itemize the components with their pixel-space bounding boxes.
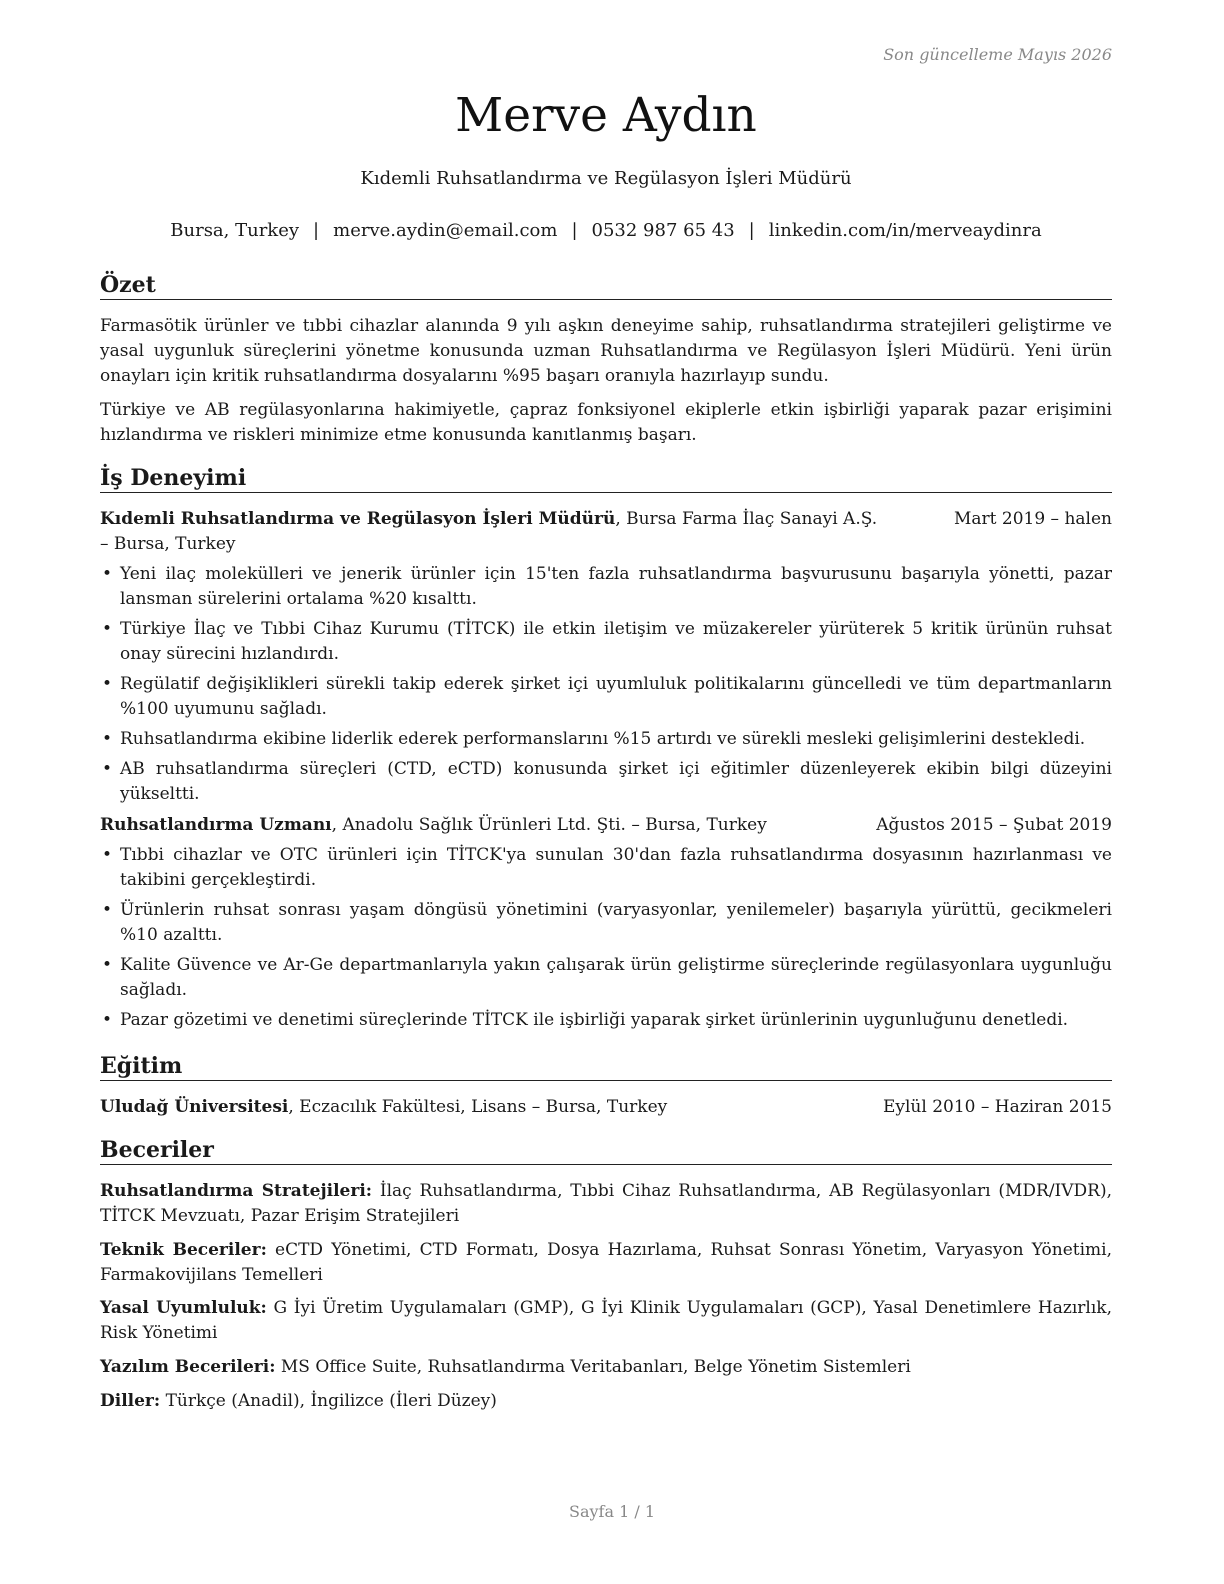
list-item: • Kalite Güvence ve Ar-Ge departmanlarıyla yakın çalışarak ürün geliştirme süreçlerinde regülasyonlara uygunluğu sağladı. — [100, 953, 1112, 1003]
list-item: • Yeni ilaç molekülleri ve jenerik ürünler için 15'ten fazla ruhsatlandırma başvurusunu başarıyla yönetti, pazar lansman sürelerini ortalama %20 kısalttı. — [100, 562, 1112, 612]
education-school: Uludağ Üniversitesi — [100, 1097, 289, 1117]
skills-heading: Beceriler — [100, 1137, 1112, 1165]
list-item: • Pazar gözetimi ve denetimi süreçlerinde TİTCK ile işbirliği yaparak şirket ürünlerinin uygunluğunu denetledi. — [100, 1008, 1112, 1033]
list-item: • Tıbbi cihazlar ve OTC ürünleri için TİTCK'ya sunulan 30'dan fazla ruhsatlandırma dosyasının hazırlanması ve takibini gerçekleştirdi. — [100, 843, 1112, 893]
skill-label: Diller: — [100, 1391, 161, 1411]
contact-email[interactable]: merve.aydin@email.com — [333, 220, 558, 241]
list-item: • Ürünlerin ruhsat sonrası yaşam döngüsü yönetimini (varyasyonlar, yenilemeler) başarıyla yürüttü, gecikmeleri %10 azalttı. — [100, 898, 1112, 948]
job-2-header — [100, 813, 1112, 838]
education-heading: Eğitim — [100, 1053, 1112, 1081]
skill-label: Yazılım Becerileri: — [100, 1357, 276, 1377]
contact-separator: | — [571, 220, 578, 241]
contact-separator: | — [313, 220, 320, 241]
skill-label: Yasal Uyumluluk: — [100, 1298, 267, 1318]
job-1-dates: Mart 2019 – halen — [953, 509, 1112, 529]
skill-value: G İyi Üretim Uygulamaları (GMP), G İyi Klinik Uygulamaları (GCP), Yasal Denetimlere Hazırlık, Risk Yönetimi — [100, 1298, 1112, 1343]
candidate-title: Kıdemli Ruhsatlandırma ve Regülasyon İşleri Müdürü — [360, 168, 852, 189]
skill-row-technical — [100, 1238, 1112, 1288]
job-2-dates: Ağustos 2015 – Şubat 2019 — [876, 815, 1112, 835]
skill-row-languages — [100, 1389, 1112, 1414]
summary-paragraph-2: Türkiye ve AB regülasyonlarına hakimiyetle, çapraz fonksiyonel ekiplerle etkin işbirliği yaparak pazar erişimini hızlandırma ve riskleri minimize etme konusunda kanıtlanmış başarı. — [100, 400, 1112, 445]
last-updated: Son güncelleme Mayıs 2026 — [883, 45, 1112, 64]
education-dates: Eylül 2010 – Haziran 2015 — [882, 1097, 1112, 1117]
job-1-company: , Bursa Farma İlaç Sanayi A.Ş. – Bursa, Turkey — [100, 509, 878, 554]
skill-label: Teknik Beceriler: — [100, 1240, 267, 1260]
skill-row-regulatory — [100, 1179, 1112, 1229]
job-2-role: Ruhsatlandırma Uzmanı — [100, 815, 332, 835]
skill-value: Türkçe (Anadil), İngilizce (İleri Düzey) — [160, 1391, 497, 1411]
education-entry — [100, 1095, 1112, 1120]
page-number: Sayfa 1 / 1 — [568, 1502, 655, 1521]
experience-heading: İş Deneyimi — [100, 465, 1112, 493]
list-item: • Ruhsatlandırma ekibine liderlik ederek performanslarını %15 artırdı ve sürekli mesleki gelişimlerini destekledi. — [100, 727, 1112, 752]
resume-page — [100, 0, 1112, 1584]
job-1-bullets — [100, 562, 1112, 812]
education-detail: , Eczacılık Fakültesi, Lisans – Bursa, Turkey — [288, 1097, 668, 1117]
contact-separator: | — [748, 220, 755, 241]
job-1-header — [100, 507, 1112, 557]
summary-paragraph-1: Farmasötik ürünler ve tıbbi cihazlar alanında 9 yılı aşkın deneyime sahip, ruhsatlandırma stratejileri geliştirme ve yasal uygunluk süreçlerini yönetme konusunda uzman Ruhsatlandırma ve Regülasyon İşleri Müdürü. Yeni ürün onayları için kritik ruhsatlandırma dosyalarını %95 başarı oranıyla hazırlayıp sundu. — [100, 316, 1112, 386]
job-2-company: , Anadolu Sağlık Ürünleri Ltd. Şti. – Bursa, Turkey — [331, 815, 767, 835]
summary-heading: Özet — [100, 272, 1112, 300]
skill-label: Ruhsatlandırma Stratejileri: — [100, 1181, 373, 1201]
skill-value: MS Office Suite, Ruhsatlandırma Veritabanları, Belge Yönetim Sistemleri — [275, 1357, 911, 1377]
contact-location: Bursa, Turkey — [170, 220, 300, 241]
contact-linkedin[interactable]: linkedin.com/in/merveaydinra — [768, 220, 1042, 241]
skill-row-software — [100, 1355, 1112, 1380]
contact-phone: 0532 987 65 43 — [591, 220, 735, 241]
job-1-role: Kıdemli Ruhsatlandırma ve Regülasyon İşleri Müdürü — [100, 509, 616, 529]
list-item: • AB ruhsatlandırma süreçleri (CTD, eCTD) konusunda şirket içi eğitimler düzenleyerek ekibin bilgi düzeyini yükseltti. — [100, 757, 1112, 807]
skill-value: eCTD Yönetimi, CTD Formatı, Dosya Hazırlama, Ruhsat Sonrası Yönetim, Varyasyon Yönetimi, Farmakovijilans Temelleri — [100, 1240, 1112, 1285]
skill-row-compliance — [100, 1296, 1112, 1346]
list-item: • Türkiye İlaç ve Tıbbi Cihaz Kurumu (TİTCK) ile etkin iletişim ve müzakereler yürüterek 5 kritik ürünün ruhsat onay sürecini hızlandırdı. — [100, 617, 1112, 667]
list-item: • Regülatif değişiklikleri sürekli takip ederek şirket içi uyumluluk politikalarını güncelledi ve tüm departmanların %100 uyumunu sağladı. — [100, 672, 1112, 722]
job-2-bullets — [100, 843, 1112, 1038]
skill-value: İlaç Ruhsatlandırma, Tıbbi Cihaz Ruhsatlandırma, AB Regülasyonları (MDR/IVDR), TİTCK Mevzuatı, Pazar Erişim Stratejileri — [100, 1181, 1112, 1226]
candidate-name: Merve Aydın — [455, 88, 757, 143]
contact-line — [100, 220, 1112, 241]
